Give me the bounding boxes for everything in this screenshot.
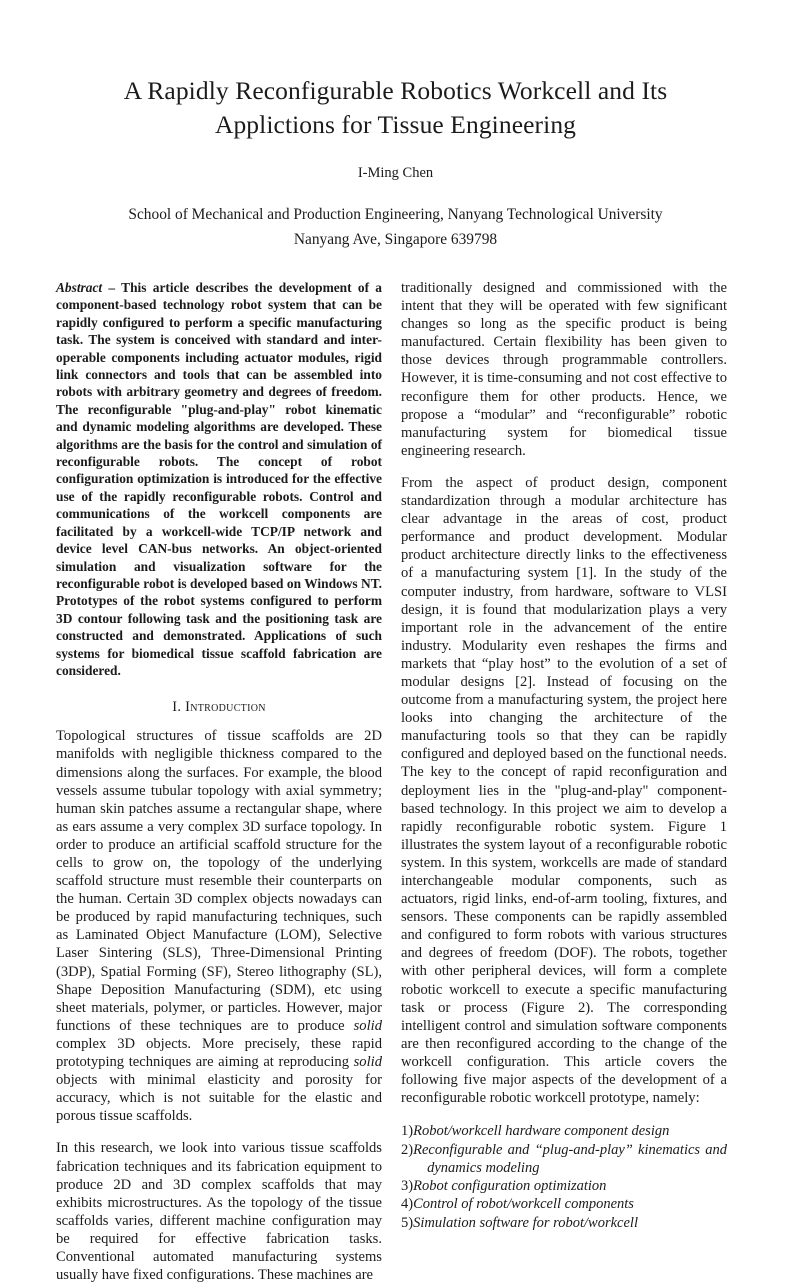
list-item <box>401 1214 727 1232</box>
list-item-number: 4) <box>401 1196 414 1213</box>
list-item-label <box>413 1141 727 1178</box>
left-p1-part-1: Topological structures of tissue scaffolds are 2D manifolds with negligible thickness compared to the dimensions along the surfaces. For example, the blood vessels assume tubular topology with axial symmetry; human skin patches assume a rectangular shape, where as ears assume a very complex 3D surface topology. In order to produce an artificial scaffold structure for the cells to grow on, the topology of the underlying scaffold structure must resemble their counterparts on the human. Certain 3D complex objects nowadays can be produced by rapid manufacturing techniques, such as Laminated Object Manufacture (LOM), Selective Laser Sintering (SLS), Three-Dimensional Printing (3DP), Spatial Forming (SF), Stereo lithography (SL), Shape Deposition Manufacturing (SDM), etc using sheet materials, polymer, or particles. However, major functions of these techniques are to produce <box>56 728 382 1034</box>
section-heading-introduction: I. Introduction <box>172 699 266 716</box>
affiliation-line-1: School of Mechanical and Production Engineering, Nanyang Technological University <box>128 206 663 223</box>
abstract-dash: – <box>102 280 122 295</box>
list-item-number: 2) <box>401 1141 414 1158</box>
left-column <box>56 279 382 1284</box>
two-column-body <box>56 279 735 1284</box>
affiliation-line-2: Nanyang Ave, Singapore 639798 <box>293 230 498 248</box>
left-p1-italic-1: solid <box>353 1017 382 1034</box>
right-paragraph-2: From the aspect of product design, component standardization through a modular architecture has clear advantage in the areas of cost, product performance and product development. Modular product architecture directly links to the effectiveness of a manufacturing system [1]. In the study of the computer industry, from hardware, software to VLSI design, it is found that modularization plays a very important role in the advancement of the entire industry. Modularity even reshapes the firms and markets that “play host” to the evolution of a set of modular designs [2]. Instead of focusing on the outcome from a manufacturing system, the project here looks into changing the architecture of the manufacturing tools so that they can be rapidly configured and deployed based on the functional needs. The key to the concept of rapid reconfiguration and deployment lies in the "plug-and-play" component-based technology. In this project we aim to develop a rapidly reconfigurable robotic system. Figure 1 illustrates the system layout of a reconfigurable robotic system. In this system, workcells are made of standard interchangeable modular components, such as actuators, rigid links, end-of-arm tooling, fixtures, and sensors. These components can be rapidly assembled and configured to form robots with various structures and degrees of freedom (DOF). The robots, together with other peripheral devices, will form a complete robotic workcell to execute a specific manufacturing task or process (Figure 2). The corresponding intelligent control and simulation software components are then reconfigured according to the change of the workcell configuration. This article covers the following five major aspects of the development of a reconfigurable robotic workcell prototype, namely: <box>401 474 727 1107</box>
list-item-number: 3) <box>401 1178 414 1195</box>
affiliation <box>56 203 735 252</box>
abstract-paragraph <box>56 279 382 679</box>
left-paragraph-1 <box>56 727 382 1125</box>
author-name: I-Ming Chen <box>357 165 434 181</box>
left-p1-italic-2: solid <box>353 1054 382 1071</box>
list-item-label: Robot/workcell hardware component design <box>413 1123 670 1140</box>
list-item-number: 1) <box>401 1123 414 1140</box>
page-title: A Rapidly Reconfigurable Robotics Workcell and Its Applictions for Tissue Engineering <box>123 76 668 139</box>
list-item-label: Robot configuration optimization <box>413 1178 607 1195</box>
list-item-label-line-2: dynamics modeling <box>427 1159 540 1176</box>
left-paragraph-2: In this research, we look into various tissue scaffolds fabrication techniques and its fabrication equipment to produce 2D and 3D complex scaffolds that may exhibits microstructures. As the topology of the tissue scaffolds varies, different machine configuration may be required for effective fabrication tasks. Conventional automated manufacturing systems usually have fixed configurations. These machines are <box>56 1140 382 1284</box>
list-item-number: 5) <box>401 1214 414 1231</box>
list-item <box>401 1177 727 1195</box>
right-column <box>401 279 727 1232</box>
list-item-label: Control of robot/workcell components <box>413 1196 634 1213</box>
left-p1-part-2: complex 3D objects. More precisely, these rapid prototyping techniques are aiming at reproducing <box>56 1035 382 1071</box>
list-item <box>401 1122 727 1140</box>
abstract-text: This article describes the development of a component-based technology robot system that can be rapidly configured to perform a specific manufacturing task. The system is conceived with standard and inter-operable components including actuator modules, rigid link connectors and tools that can be assembled into robots with arbitrary geometry and degrees of freedom. The reconfigurable "plug-and-play" robot kinematic and dynamic modeling algorithms are developed. These algorithms are the basis for the control and simulation of reconfigurable robots. The concept of robot configuration optimization is introduced for the effective use of the rapidly reconfigurable robots. Control and communications of the workcell components are facilitated by a workcell-wide TCP/IP network and device level CAN-bus networks. An object-oriented simulation and visualization software for the reconfigurable robot is developed based on Windows NT. Prototypes of the robot systems configured to perform 3D contour following task and the positioning task are constructed and demonstrated. Applications of such systems for biomedical tissue scaffold fabrication are considered. <box>56 280 383 678</box>
list-item-label-line-1: Reconfigurable and “plug-and-play” kinematics and <box>413 1141 727 1158</box>
title-block <box>56 0 735 252</box>
list-item-label: Simulation software for robot/workcell <box>413 1214 638 1231</box>
abstract-heading: Abstract <box>56 280 103 295</box>
list-item <box>401 1195 727 1213</box>
contribution-list <box>401 1122 727 1232</box>
right-paragraph-1: traditionally designed and commissioned with the intent that they will be operated with few significant changes so long as the specific product is being manufactured. Certain flexibility has been given to those devices through programmable controllers. However, it is time-consuming and not cost effective to reconfigure them for other products. Hence, we propose a “modular” and “reconfigurable” robotic manufacturing system for biomedical tissue engineering research. <box>401 280 727 459</box>
left-p1-part-3: objects with minimal elasticity and porosity for accuracy, which is not suitable for the elastic and porous tissue scaffolds. <box>56 1072 382 1125</box>
list-item <box>401 1141 727 1178</box>
